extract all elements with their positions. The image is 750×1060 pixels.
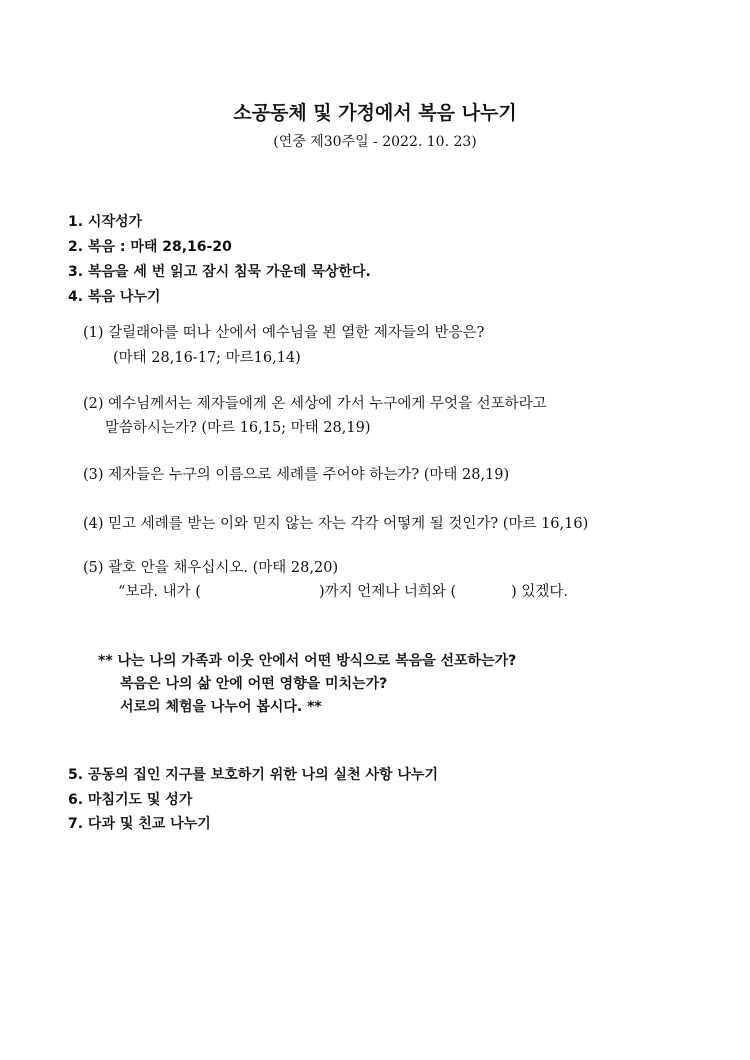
step-1-opening-hymn: 1. 시작성가 (68, 214, 143, 230)
question-4: (4) 믿고 세례를 받는 이와 믿지 않는 자는 각각 어떻게 될 것인가? (마르 16,16) (83, 516, 589, 532)
page-subtitle: (연중 제30주일 - 2022. 10. 23) (273, 134, 477, 150)
step-7-fellowship: 7. 다과 및 친교 나누기 (68, 816, 211, 832)
question-5-fill-in-sentence (118, 580, 568, 601)
question-2-continuation: 말씀하시는가? (마르 16,15; 마태 28,19) (105, 420, 371, 436)
question-5: (5) 괄호 안을 채우십시오. (마태 28,20) (83, 560, 339, 576)
step-3-silent-meditation: 3. 복음을 세 번 읽고 잠시 침묵 가운데 묵상한다. (68, 264, 371, 280)
question-2: (2) 예수님께서는 제자들에게 온 세상에 가서 누구에게 무엇을 선포하라고 (83, 396, 547, 412)
step-2-gospel-reference: 2. 복음 : 마태 28,16-20 (68, 239, 232, 255)
fill-in-part-c: ) 있겠다. (511, 584, 569, 600)
step-5-earth-care-sharing: 5. 공동의 집인 지구를 보호하기 위한 나의 실천 사항 나누기 (68, 767, 438, 783)
reflection-line-3: 서로의 체험을 나누어 봅시다. ** (120, 699, 322, 715)
fill-in-part-a: “보라. 내가 ( (118, 584, 201, 600)
question-1: (1) 갈릴래아를 떠나 산에서 예수님을 뵌 열한 제자들의 반응은? (83, 325, 485, 341)
step-4-gospel-sharing: 4. 복음 나누기 (68, 289, 161, 305)
fill-in-part-b: )까지 언제나 너희와 ( (318, 584, 457, 600)
page-title: 소공동체 및 가정에서 복음 나누기 (233, 102, 517, 124)
reflection-line-1: ** 나는 나의 가족과 이웃 안에서 어떤 방식으로 복음을 선포하는가? (98, 653, 517, 669)
question-1-reference: (마태 28,16-17; 마르16,14) (113, 350, 301, 366)
reflection-line-2: 복음은 나의 삶 안에 어떤 영향을 미치는가? (120, 676, 388, 692)
step-6-closing-prayer: 6. 마침기도 및 성가 (68, 792, 193, 808)
question-3: (3) 제자들은 누구의 이름으로 세례를 주어야 하는가? (마태 28,19) (83, 467, 510, 483)
